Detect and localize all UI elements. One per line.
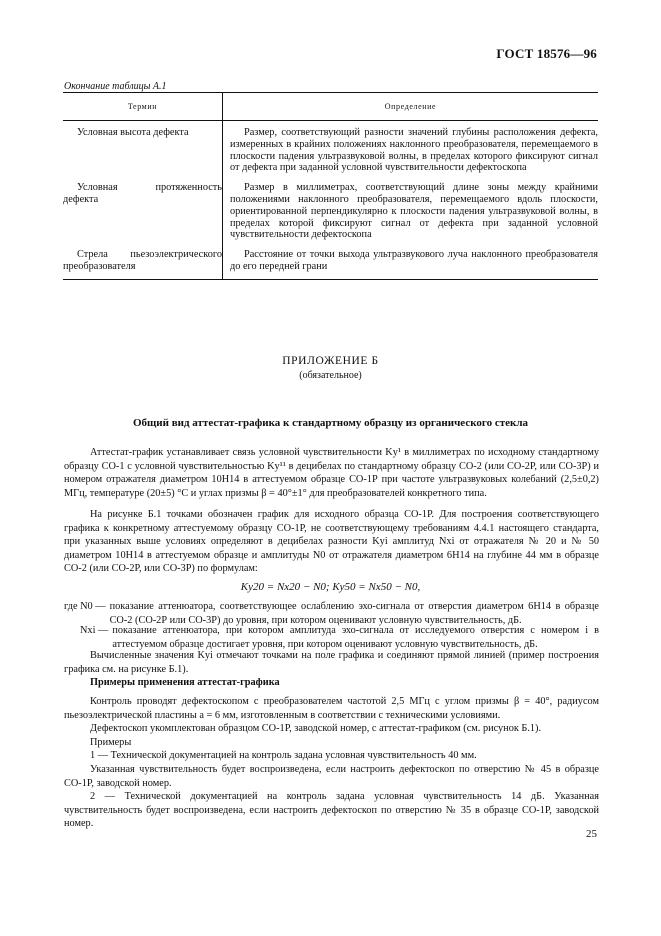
legend-text: показание аттенюатора, при котором амплитуда эхо-сигнала от исследуемого отверстия с номером i в аттестуемом образце достигает уровня, при котором оценивают условную чувствительность, дБ. [112,625,599,650]
table-row [63,243,598,279]
page-number: 25 [586,828,597,840]
legend-text: показание аттенюатора, соответствующее ослаблению эхо-сигнала от отверстия диаметром 6Н14 в образце СО-2 (СО-2Р или СО-3Р) до уровня, при котором оценивают условную чувствительность, дБ. [109,601,599,626]
appendix-heading: Общий вид аттестат-графика к стандартному образцу из органического стекла [132,417,529,429]
definition-cell: Размер в миллиметрах, соответствующий длине зоны между крайними положениями наклонного преобразователя, перемещаемого вдоль плоскости, ориентированной перпендикулярно к плоскости падения ультразвуковой волны, в пределах которой фиксируют сигнал от дефекта при заданной условной чувствительности дефектоскопа [230,182,598,241]
definition-cell: Размер, соответствующий разности значений глубины расположения дефекта, измеренных в крайних положениях наклонного преобразователя, перемещаемого в плоскости падения ультразвуковой волны, в пределах которого фиксируют сигнал от дефекта при заданной условной чувствительности дефектоскопа [230,127,598,174]
examples-heading: Примеры применения аттестат-графика [90,677,280,688]
appendix-title: ПРИЛОЖЕНИЕ Б [282,355,379,367]
term-cell: Стрела пьезоэлектрического преобразователя [63,243,223,279]
column-header-definition: Определение [223,93,599,121]
paragraph-intro: Аттестат-график устанавливает связь условной чувствительности Kу¹ в миллиметрах по исходному стандартному образцу СО-1 с условной чувствительностью Kу¹¹ в децибелах по стандартному образцу СО-2 (или СО-2Р, или СО-3Р) и номером отражателя диаметром 10Н14 в аттестуемом образце СО-1Р при частоте ультразвуковых колебаний (2,5±0,2) МГц, температуре (20±5) °С и углах призмы β = 40°±1° для преобразователей конкретного типа. [64,447,599,499]
paragraph-values: Вычисленные значения Kуi отмечают точками на поле графика и соединяют прямой линией (пример построения графика см. на рисунке Б.1). [64,650,599,675]
paragraph-example-2: 2 — Технической документацией на контроль задана условная чувствительность 14 дБ. Указанная чувствительность будет воспроизведена, если настроить дефектоскоп по отверстию № 35 в образце СО-1Р, заводской номер. [64,791,599,829]
definition-cell: Расстояние от точки выхода ультразвукового луча наклонного преобразователя до его передней грани [223,243,599,279]
paragraph-example-1: 1 — Технической документацией на контроль задана условная чувствительность 40 мм. [90,750,477,761]
appendix-subtitle: (обязательное) [299,370,362,381]
formula: Ky20 = Nx20 − N0; Ky50 = Nx50 − N0, [240,581,421,593]
paragraph-examples-label: Примеры [90,737,132,748]
paragraph-control: Контроль проводят дефектоскопом с преобразователем частотой 2,5 МГц с углом призмы β = 40°, радиусом пьезоэлектрической пластины a = 6 мм, изготовленным в соответствии с техническими условиями. [64,696,599,721]
paragraph-figure: На рисунке Б.1 точками обозначен график для исходного образца СО-1Р. Для построения соответствующего графика к конкретному аттестуемому образцу СО-1Р, не соответствующему требованиям 4.4.1 настоящего стандарта, при указанных выше условиях определяют в децибелах разности Kуi амплитуд Nxi от отражателя № 20 и № 50 диаметром 10Н14 в аттестуемом образце и амплитуды N0 от отражателя диаметром 6Н14 на глубине 44 мм в образце СО-2 (или СО-2Р, или СО-3Р) по формулам: [64,509,599,574]
legend-symbol: где N0 — [64,601,106,612]
table-row [63,121,598,177]
legend-nxi [80,624,599,651]
paragraph-kit: Дефектоскоп укомплектован образцом СО-1Р, заводской номер, с аттестат-графиком (см. рисунок Б.1). [90,723,542,734]
table-caption: Окончание таблицы А.1 [64,81,167,92]
paragraph-example-1-result: Указанная чувствительность будет воспроизведена, если настроить дефектоскоп по отверстию № 45 в образце СО-1Р, заводской номер. [64,764,599,789]
definitions-table [63,92,598,280]
legend-n0 [64,600,599,627]
table-row [63,176,598,243]
term-cell: Условная высота дефекта [63,121,223,177]
legend-symbol: Nxi — [80,625,109,636]
column-header-term: Термин [63,93,223,121]
term-cell: Условная протяженность дефекта [63,176,223,243]
document-id: ГОСТ 18576—96 [496,46,597,61]
